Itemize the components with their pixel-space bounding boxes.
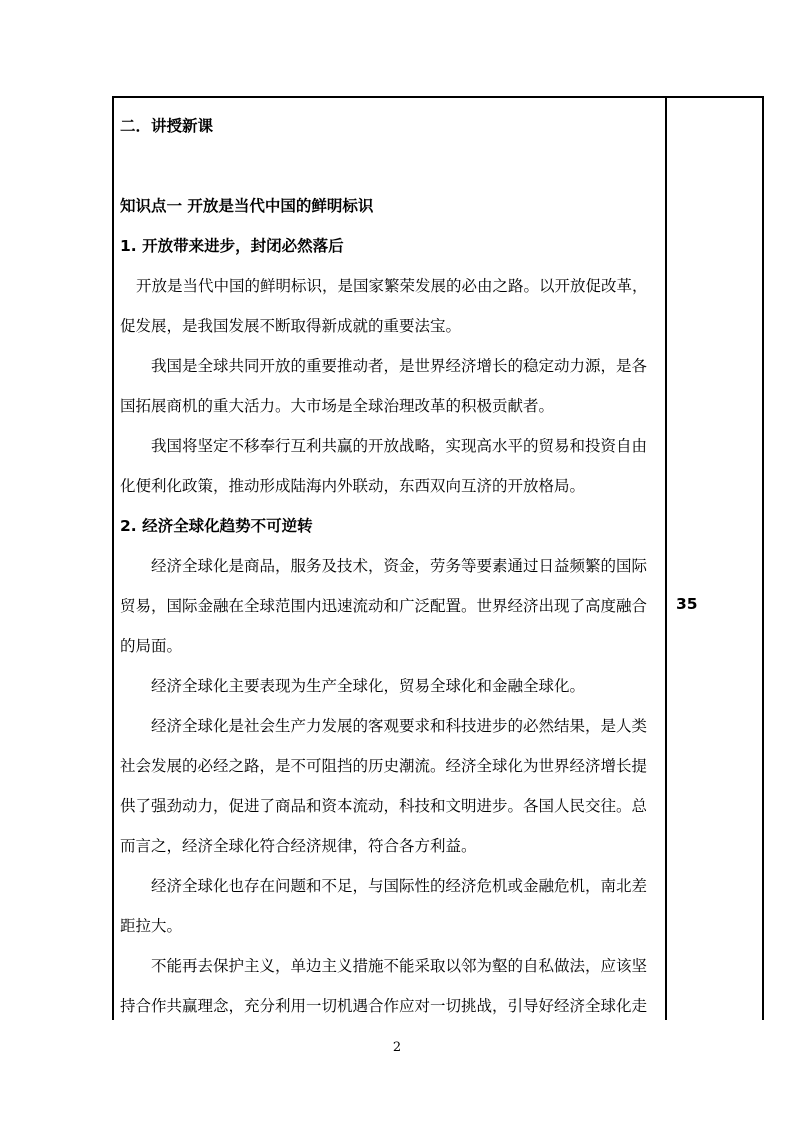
section-heading: 二．讲授新课: [120, 117, 214, 135]
paragraph-line: 持合作共赢理念，充分利用一切机遇合作应对一切挑战，引导好经济全球化走: [120, 997, 648, 1015]
paragraph-line: 距拉大。: [120, 917, 183, 935]
paragraph-line: 我国将坚定不移奉行互利共赢的开放战略，实现高水平的贸易和投资自由: [151, 437, 648, 455]
column-divider: [665, 96, 667, 1020]
paragraph-line: 国拓展商机的重大活力。大市场是全球治理改革的积极贡献者。: [120, 397, 555, 415]
paragraph-line: 开放是当代中国的鲜明标识，是国家繁荣发展的必由之路。以开放促改革，: [136, 277, 648, 295]
paragraph-line: 经济全球化主要表现为生产全球化，贸易全球化和金融全球化。: [151, 677, 586, 695]
paragraph-line: 我国是全球共同开放的重要推动者，是世界经济增长的稳定动力源，是各: [151, 357, 648, 375]
paragraph-line: 促发展，是我国发展不断取得新成就的重要法宝。: [120, 317, 462, 335]
page-number: 2: [392, 1040, 402, 1055]
subheading-2: 2. 经济全球化趋势不可逆转: [120, 517, 313, 535]
paragraph-line: 而言之，经济全球化符合经济规律，符合各方利益。: [120, 837, 477, 855]
subheading-1: 1. 开放带来进步，封闭必然落后: [120, 237, 344, 255]
paragraph-line: 不能再去保护主义，单边主义措施不能采取以邻为壑的自私做法，应该坚: [151, 957, 648, 975]
paragraph-line: 经济全球化是商品，服务及技术，资金，劳务等要素通过日益频繁的国际: [151, 557, 648, 575]
paragraph-line: 化便利化政策，推动形成陆海内外联动，东西双向互济的开放格局。: [120, 477, 586, 495]
paragraph-line: 经济全球化也存在问题和不足，与国际性的经济危机或金融危机，南北差: [151, 877, 648, 895]
paragraph-line: 社会发展的必经之路，是不可阻挡的历史潮流。经济全球化为世界经济增长提: [120, 757, 648, 775]
paragraph-line: 贸易，国际金融在全球范围内迅速流动和广泛配置。世界经济出现了高度融合: [120, 597, 648, 615]
knowledge-point-heading: 知识点一 开放是当代中国的鲜明标识: [120, 197, 374, 215]
paragraph-line: 经济全球化是社会生产力发展的客观要求和科技进步的必然结果，是人类: [151, 717, 648, 735]
side-column-value: 35: [676, 595, 698, 613]
lesson-content: [120, 96, 662, 1026]
paragraph-line: 的局面。: [120, 637, 183, 655]
paragraph-line: 供了强劲动力，促进了商品和资本流动，科技和文明进步。各国人民交往。总: [120, 797, 648, 815]
